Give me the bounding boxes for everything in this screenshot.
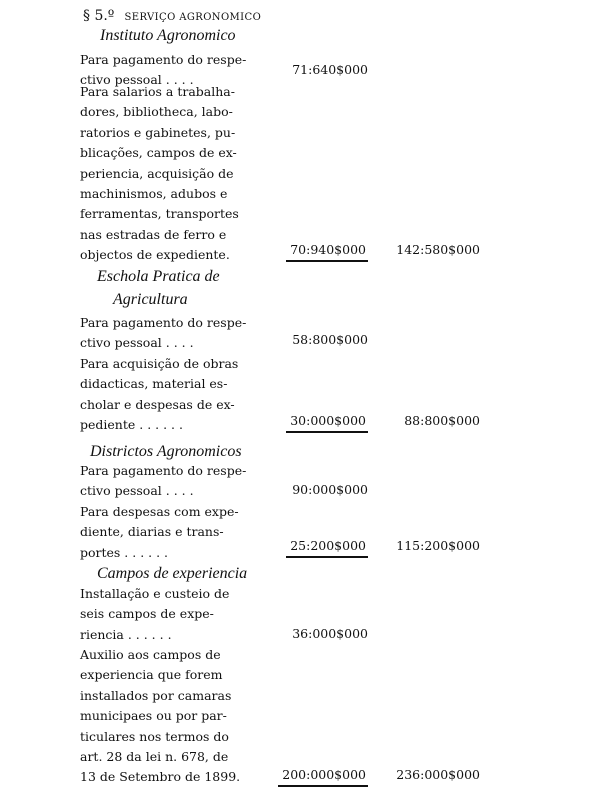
item-text-line: ticulares nos termos do — [80, 728, 229, 744]
item-text-line: installados por camaras — [80, 687, 232, 703]
block-heading: Campos de experiencia — [97, 565, 248, 582]
section-number: § 5.º — [83, 8, 115, 24]
block-heading: Districtos Agronomicos — [90, 443, 242, 460]
item-text-line: municipaes ou por par- — [80, 708, 227, 724]
item-text-line: objectos de expediente. — [80, 247, 230, 263]
item-amount: 90:000$000 — [292, 482, 368, 497]
item-text-line: ratorios e gabinetes, pu- — [80, 124, 236, 140]
block-heading: Agricultura — [113, 291, 188, 308]
item-text-line: blicações, campos de ex- — [80, 145, 237, 161]
item-text-line: portes . . . . . . — [80, 544, 169, 560]
item-text-line: Installação e custeio de — [80, 586, 230, 601]
item-text-line: Para acquisição de obras — [80, 356, 239, 371]
item-text-line: pediente . . . . . . — [80, 417, 183, 433]
item-amount: 30:000$000 — [286, 411, 368, 433]
item-text-line: ctivo pessoal . . . . — [80, 335, 194, 351]
item-text-line: seis campos de expe- — [80, 606, 214, 622]
item-text-line: ctivo pessoal . . . . — [80, 72, 194, 88]
item-text-line: riencia . . . . . . — [80, 626, 172, 642]
item-text-line: 13 de Setembro de 1899. — [80, 769, 241, 785]
item-text-line: cholar e despesas de ex- — [80, 396, 235, 412]
item-text-line: ctivo pessoal . . . . — [80, 483, 194, 499]
block-heading: Instituto Agronomico — [100, 27, 236, 44]
item-text-line: dores, bibliotheca, labo- — [80, 104, 233, 120]
block-heading: Eschola Pratica de — [97, 268, 220, 285]
item-amount: 71:640$000 — [292, 62, 368, 77]
item-text-line: Auxilio aos campos de — [80, 647, 221, 662]
item-text-line: Para pagamento do respe- — [80, 315, 247, 330]
section-header — [83, 8, 261, 24]
item-amount: 36:000$000 — [292, 626, 368, 641]
item-text-line: nas estradas de ferro e — [80, 226, 227, 242]
item-amount: 70:940$000 — [286, 240, 368, 262]
item-amount: 200:000$000 — [278, 765, 368, 787]
block-total: 115:200$000 — [396, 538, 480, 553]
item-text-line: Para despesas com expe- — [80, 504, 239, 519]
item-text-line: Para salarios a trabalha- — [80, 84, 235, 99]
item-text-line: art. 28 da lei n. 678, de — [80, 749, 229, 764]
item-text-line: experiencia que forem — [80, 667, 223, 683]
item-amount: 25:200$000 — [286, 536, 368, 558]
block-total: 88:800$000 — [404, 413, 480, 428]
block-total: 236:000$000 — [396, 767, 480, 782]
item-text-line: Para pagamento do respe- — [80, 52, 247, 67]
item-text-line: periencia, acquisição de — [80, 165, 234, 181]
item-text-line: didacticas, material es- — [80, 376, 228, 392]
section-title: SERVIÇO AGRONOMICO — [124, 12, 262, 23]
item-amount: 58:800$000 — [292, 332, 368, 347]
item-text-line: diente, diarias e trans- — [80, 524, 224, 540]
item-text-line: machinismos, adubos e — [80, 186, 228, 201]
item-text-line: ferramentas, transportes — [80, 206, 239, 222]
block-total: 142:580$000 — [396, 242, 480, 257]
item-text-line: Para pagamento do respe- — [80, 463, 247, 478]
